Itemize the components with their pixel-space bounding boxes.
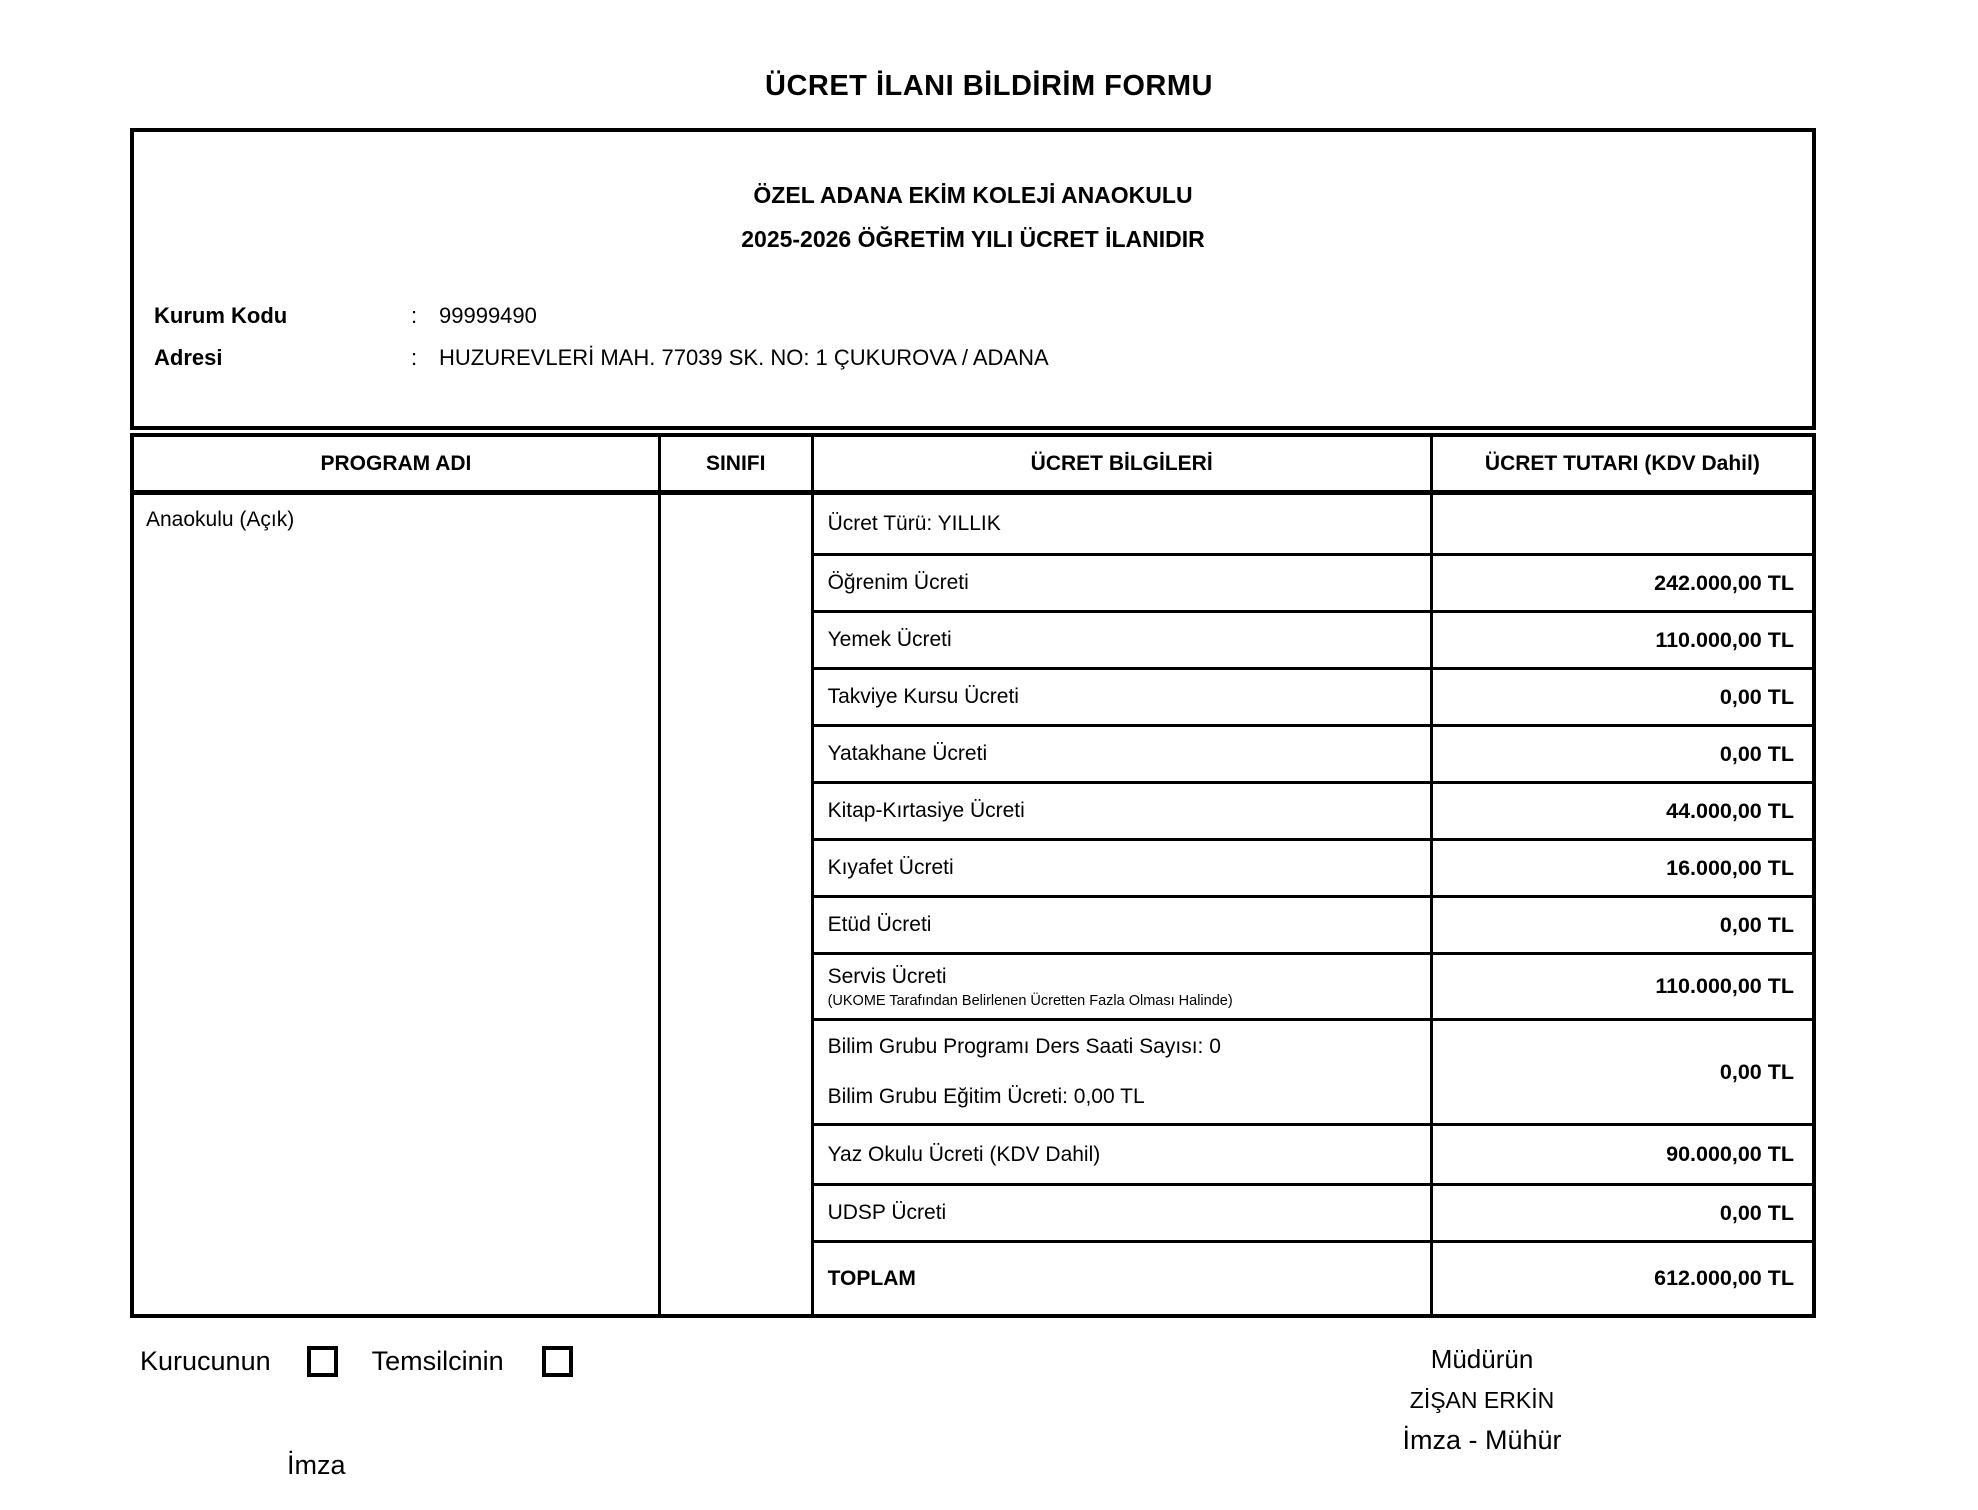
fee-table-header bbox=[134, 437, 1812, 495]
page-title: ÜCRET İLANI BİLDİRİM FORMU bbox=[765, 70, 1213, 102]
temsilcinin-checkbox[interactable] bbox=[542, 1346, 573, 1377]
table-row bbox=[814, 1186, 1812, 1243]
table-row bbox=[814, 898, 1812, 955]
field-adresi bbox=[134, 345, 1812, 375]
director-name: ZİŞAN ERKİN bbox=[1409, 1387, 1555, 1413]
fee-label bbox=[814, 898, 1433, 952]
kurucunun-label: Kurucunun bbox=[140, 1346, 271, 1376]
fee-value: 0,00 TL bbox=[1719, 1200, 1794, 1225]
table-row bbox=[814, 495, 1812, 556]
info-fields bbox=[134, 303, 1812, 375]
fee-value: 90.000,00 TL bbox=[1666, 1142, 1794, 1166]
adresi-label: Adresi bbox=[154, 345, 223, 370]
table-row bbox=[814, 1021, 1812, 1126]
fee-label bbox=[814, 1186, 1433, 1240]
fees-column bbox=[814, 495, 1812, 1314]
fee-value: 44.000,00 TL bbox=[1666, 798, 1794, 823]
fee-label bbox=[814, 613, 1433, 667]
fee-table bbox=[130, 433, 1816, 1318]
fee-value: 0,00 TL bbox=[1719, 684, 1794, 709]
header-program-adi: PROGRAM ADI bbox=[134, 437, 661, 490]
fee-label bbox=[814, 495, 1433, 553]
fee-value: 0,00 TL bbox=[1719, 741, 1794, 766]
header-ucret-bilgileri: ÜCRET BİLGİLERİ bbox=[814, 437, 1433, 490]
adresi-separator: : bbox=[411, 345, 418, 370]
fee-label bbox=[814, 1126, 1433, 1183]
fee-label-text: Takviye Kursu Ücreti bbox=[827, 685, 1019, 708]
fee-label-text: Etüd Ücreti bbox=[827, 913, 932, 936]
fee-label-text: Bilim Grubu Programı Ders Saati Sayısı: 0 bbox=[827, 1035, 1221, 1058]
sinif-cell bbox=[661, 495, 814, 1314]
table-row bbox=[814, 1126, 1812, 1186]
fee-value: 0,00 TL bbox=[1719, 1059, 1794, 1084]
fee-label bbox=[814, 955, 1433, 1018]
table-row bbox=[814, 556, 1812, 613]
institution-info-box bbox=[130, 128, 1816, 430]
mudurun-label: Müdürün bbox=[1430, 1344, 1534, 1374]
fee-label bbox=[814, 841, 1433, 895]
fee-value: 0,00 TL bbox=[1719, 912, 1794, 937]
header-sinifi: SINIFI bbox=[661, 437, 814, 490]
director-signature-block bbox=[1297, 1344, 1667, 1456]
total-value: 612.000,00 TL bbox=[1654, 1266, 1794, 1290]
fee-value: 16.000,00 TL bbox=[1666, 855, 1794, 880]
fee-sublabel-text: (UKOME Tarafından Belirlenen Ücretten Fazla Olması Halinde) bbox=[827, 992, 1233, 1009]
fee-label-text: Kitap-Kırtasiye Ücreti bbox=[827, 799, 1025, 822]
kurum-kodu-separator: : bbox=[411, 303, 418, 328]
fee-label-text: UDSP Ücreti bbox=[827, 1201, 947, 1224]
fee-label bbox=[814, 784, 1433, 838]
fee-label-text: Ücret Türü: YILLIK bbox=[827, 512, 1001, 535]
imza-label: İmza bbox=[287, 1450, 346, 1480]
fee-value: 110.000,00 TL bbox=[1655, 974, 1794, 998]
total-label-text: TOPLAM bbox=[827, 1266, 916, 1290]
fee-label bbox=[814, 727, 1433, 781]
table-row bbox=[814, 955, 1812, 1021]
fee-value: 242.000,00 TL bbox=[1654, 570, 1794, 595]
fee-label-text: Öğrenim Ücreti bbox=[827, 571, 969, 594]
temsilcinin-label: Temsilcinin bbox=[371, 1346, 504, 1376]
total-label bbox=[814, 1243, 1433, 1314]
academic-year-line: 2025-2026 ÖĞRETİM YILI ÜCRET İLANIDIR bbox=[741, 226, 1205, 252]
table-row bbox=[814, 784, 1812, 841]
table-row bbox=[814, 727, 1812, 784]
fee-value: 110.000,00 TL bbox=[1655, 627, 1794, 652]
table-row bbox=[814, 841, 1812, 898]
fee-label-text: Yaz Okulu Ücreti (KDV Dahil) bbox=[827, 1142, 1101, 1166]
fee-label-text-line2: Bilim Grubu Eğitim Ücreti: 0,00 TL bbox=[827, 1085, 1145, 1108]
table-row-total bbox=[814, 1243, 1812, 1314]
fee-label-text: Kıyafet Ücreti bbox=[827, 856, 954, 879]
fee-label-text: Yatakhane Ücreti bbox=[827, 742, 988, 765]
program-name-cell: Anaokulu (Açık) bbox=[134, 495, 661, 1314]
fee-table-body bbox=[134, 495, 1812, 1314]
field-kurum-kodu bbox=[134, 303, 1812, 333]
table-row bbox=[814, 670, 1812, 727]
adresi-value: HUZUREVLERİ MAH. 77039 SK. NO: 1 ÇUKUROVA / ADANA bbox=[439, 345, 1049, 370]
fee-label bbox=[814, 1021, 1433, 1123]
kurum-kodu-label: Kurum Kodu bbox=[154, 303, 288, 328]
fee-label bbox=[814, 556, 1433, 610]
table-row bbox=[814, 613, 1812, 670]
kurum-kodu-value: 99999490 bbox=[439, 303, 537, 328]
fee-label-text: Servis Ücreti bbox=[827, 964, 947, 988]
imza-muhur-label: İmza - Mühür bbox=[1402, 1425, 1562, 1455]
signature-role-row bbox=[140, 1346, 573, 1377]
kurucunun-checkbox[interactable] bbox=[307, 1346, 338, 1377]
school-name: ÖZEL ADANA EKİM KOLEJİ ANAOKULU bbox=[753, 182, 1193, 208]
header-ucret-tutari: ÜCRET TUTARI (KDV Dahil) bbox=[1484, 452, 1760, 475]
fee-label bbox=[814, 670, 1433, 724]
fee-label-text: Yemek Ücreti bbox=[827, 628, 952, 651]
fee-value bbox=[1433, 495, 1812, 553]
